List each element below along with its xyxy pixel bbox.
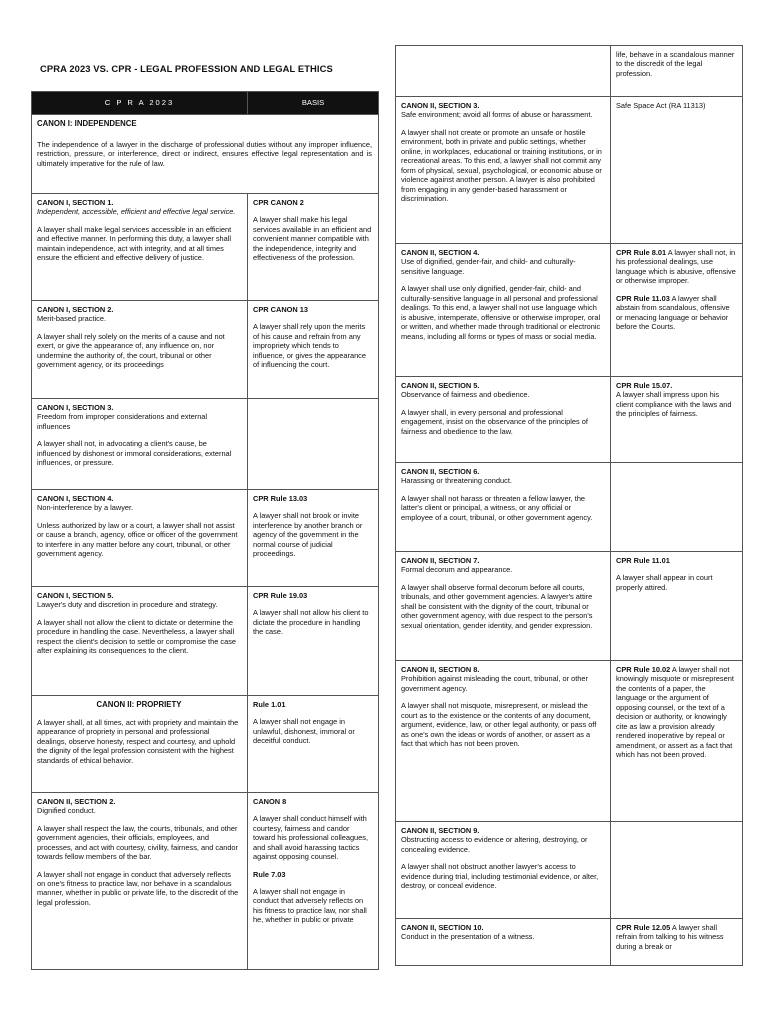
table-row [32, 489, 379, 586]
section-body: A lawyer shall not misquote, misrepresent, or mislead the court as to the existence or the contents of any document, argument, evidence, law, or other legal authority, or pass off as one's own the ideas or words of another, or assert as a fact that which has not been proven. [401, 701, 597, 749]
empty-basis-cell [248, 398, 379, 489]
section-subtitle: Safe environment; avoid all forms of abuse or harassment. [401, 110, 593, 120]
table-row [396, 822, 743, 919]
section-body: A lawyer shall use only dignified, gender-fair, child- and culturally-sensitive language in all personal and professional dealings. To this end, a lawyer shall not use language which is abusive, intemperate, offensive or otherwise improper, oral or written, and whether made through traditional or electronic means, including all forms or types of mass or social media. [401, 284, 601, 341]
section-head: CANON II, SECTION 5. [401, 381, 480, 390]
section-head: CANON I, SECTION 3. [37, 402, 114, 412]
section-body: A lawyer shall not engage in conduct that adversely reflects on one's fitness to practice law, nor behave in a scandalous manner, whether in public or private life, to the discredit of the legal profession. [37, 869, 239, 907]
section-subtitle: Merit-based practice. [37, 314, 107, 324]
section-body: A lawyer shall not allow the client to dictate or determine the procedure in handling the case. Nevertheless, a lawyer shall respect the client's decision to settle or compromise the case after explaining its consequences to the client. [37, 617, 236, 656]
section-subtitle: Formal decorum and appearance. [401, 565, 513, 575]
section-body: A lawyer shall observe formal decorum before all courts, tribunals, and other government agencies. A lawyer's attire shall be consistent with the dignity of the court, tribunal or other government agency, with due respect to the person's sexual orientation, gender identity, and gender expression. [401, 582, 593, 630]
section-head: CANON II, SECTION 6. [401, 467, 480, 476]
section-subtitle: Prohibition against misleading the court, tribunal, or other government agency. [401, 674, 588, 693]
section-body: A lawyer shall respect the law, the courts, tribunals, and other government agencies, their officials, employees, and processes, and act with courtesy, civility, fairness, and candor towards fellow members of the bar. [37, 823, 239, 862]
basis-body: Safe Space Act (RA 11313) [616, 101, 706, 110]
table-row [396, 463, 743, 552]
basis-head: CPR Rule 11.01 [616, 556, 670, 565]
table-header-row [32, 92, 379, 115]
canon-2-text: A lawyer shall, at all times, act with propriety and maintain the appearance of propriety in personal and professional dealings, observe honesty, respect and courtesy, and uphold the dignity of the legal profession consistent with the highest standards of ethical behavior. [37, 717, 239, 765]
section-body: A lawyer shall rely solely on the merits of a cause and not exert, or give the appearance of, any influence on, nor undermine the authority of, the court, tribunal or other government agency, or its proceedings [37, 331, 225, 370]
table-row [32, 586, 379, 695]
canon-1-row [32, 114, 379, 193]
section-subtitle: Non-interference by a lawyer. [37, 503, 134, 513]
table-row [32, 193, 379, 300]
section-head: CANON II, SECTION 9. [401, 826, 480, 835]
section-head: CANON II, SECTION 2. [37, 796, 116, 806]
section-body: A lawyer shall not, in advocating a client's cause, be influenced by dishonest or immoral considerations, external influences, or pressure. [37, 439, 232, 468]
basis-head: CPR CANON 2 [253, 197, 304, 207]
section-subtitle: Harassing or threatening conduct. [401, 476, 512, 486]
table-row [396, 552, 743, 661]
section-subtitle: Observance of fairness and obedience. [401, 390, 530, 400]
section-subtitle: Lawyer's duty and discretion in procedure and strategy. [37, 600, 218, 610]
section-subtitle: Freedom from improper considerations and external influences [37, 412, 208, 431]
table-row [396, 244, 743, 377]
basis-head: CANON 8 [253, 796, 287, 806]
basis-body-continued: life, behave in a scandalous manner to the discredit of the legal profession. [616, 50, 735, 78]
basis-head: CPR Rule 19.03 [253, 590, 308, 600]
table-row [32, 300, 379, 398]
right-comparison-table [395, 45, 743, 966]
basis-head: CPR Rule 8.01 [616, 248, 667, 257]
section-head: CANON I, SECTION 1. [37, 197, 114, 207]
basis-body: A lawyer shall conduct himself with courtesy, fairness and candor toward his professional colleagues, and shall avoid harassing tactics against opposing counsel. [253, 814, 369, 862]
basis-body: A lawyer shall not engage in unlawful, dishonest, immoral or deceitful conduct. [253, 717, 355, 746]
section-body: A lawyer shall not obstruct another lawyer's access to evidence during trial, including testimonial evidence, or alter, destroy, or conceal evidence. [401, 862, 599, 891]
section-subtitle: Use of dignified, gender-fair, and child- and culturally-sensitive language. [401, 257, 576, 276]
basis-body: A lawyer shall not, in his professional dealings, use language which is abusive, offensive or otherwise improper. [616, 248, 736, 286]
table-row [396, 46, 743, 97]
table-row [396, 919, 743, 966]
canon-2-row [32, 695, 379, 792]
basis-head: Rule 1.01 [253, 699, 286, 709]
section-head: CANON I, SECTION 5. [37, 590, 114, 600]
section-head: CANON I, SECTION 2. [37, 304, 114, 314]
basis-body: A lawyer shall not allow his client to dictate the procedure in handling the case. [253, 608, 369, 637]
basis-head: CPR Rule 11.03 [616, 293, 670, 303]
section-body: A lawyer shall not create or promote an unsafe or hostile environment, both in private and public settings, whether online, in workplaces, educational or training institutions, or in recreational areas. To this end, a lawyer shall not commit any form of physical, sexual, psychological, or economic abuse or violence against another person. A lawyer is also prohibited from engaging in any gender-based harassment or discrimination. [401, 127, 602, 204]
empty-basis-cell [611, 822, 743, 919]
basis-body: A lawyer shall not engage in conduct that adversely reflects on his fitness to practice law, nor shall he, whether in public or private [253, 887, 367, 925]
basis-head: Rule 7.03 [253, 869, 286, 879]
canon-2-title: CANON II: PROPRIETY [96, 699, 182, 709]
table-row [396, 661, 743, 822]
basis-body: A lawyer shall impress upon his client compliance with the laws and the principles of fairness. [616, 390, 732, 419]
section-body: A lawyer shall make legal services accessible in an efficient and effective manner. In performing this duty, a lawyer shall maintain independence, act with integrity, and at all times ensure the efficient and effective delivery of justice. [37, 224, 232, 263]
document-title: CPRA 2023 VS. CPR - LEGAL PROFESSION AND LEGAL ETHICS [40, 63, 333, 74]
header-cpra: C P R A 2023 [32, 92, 248, 115]
basis-head: CPR Rule 10.02 [616, 665, 671, 674]
basis-body: A lawyer shall appear in court properly attired. [616, 573, 713, 592]
empty-basis-cell [611, 463, 743, 552]
section-head: CANON II, SECTION 7. [401, 556, 480, 565]
section-head: CANON II, SECTION 4. [401, 248, 480, 257]
left-comparison-table [31, 91, 379, 970]
basis-body: A lawyer shall not brook or invite interference by another branch or agency of the government in the normal course of judicial proceedings. [253, 511, 363, 559]
basis-head: CPR Rule 12.05 [616, 923, 671, 932]
basis-body: A lawyer shall not knowingly misquote or misrepresent the contents of a paper, the language or the argument of opposing counsel, or the text of a decision or authority, or knowingly cite as law a provision already rendered inoperative by repeal or amendment, or assert as a fact that which has not been proved. [616, 665, 734, 760]
header-basis: BASIS [248, 92, 379, 115]
basis-head: CPR Rule 15.07. [616, 381, 673, 390]
section-head: CANON II, SECTION 8. [401, 665, 480, 674]
section-head: CANON II, SECTION 10. [401, 923, 484, 932]
basis-body: A lawyer shall make his legal services available in an efficient and convenient manner compatible with the independence, integrity and effectiveness of the profession. [253, 215, 372, 263]
basis-body: A lawyer shall refrain from talking to his witness during a break or [616, 923, 724, 951]
basis-head: CPR Rule 13.03 [253, 493, 308, 503]
table-row [396, 97, 743, 244]
empty-cell [396, 46, 611, 97]
section-head: CANON I, SECTION 4. [37, 493, 114, 503]
section-subtitle: Conduct in the presentation of a witness. [401, 932, 535, 942]
section-subtitle: Obstructing access to evidence or altering, destroying, or concealing evidence. [401, 835, 588, 854]
table-row [32, 792, 379, 969]
section-body: A lawyer shall not harass or threaten a fellow lawyer, the latter's client or principal, a witness, or any official or employee of a court, tribunal, or other government agency. [401, 493, 593, 522]
section-head: CANON II, SECTION 3. [401, 101, 480, 110]
section-body: Unless authorized by law or a court, a lawyer shall not assist or cause a branch, agency, office or officer of the government to interfere in any matter before any court, tribunal, or other government agency. [37, 520, 238, 559]
basis-head: CPR CANON 13 [253, 304, 309, 314]
section-body: A lawyer shall, in every personal and professional engagement, insist on the observance of the principles of fairness and obedience to the law. [401, 407, 588, 436]
table-row [32, 398, 379, 489]
canon-1-text: The independence of a lawyer in the discharge of professional duties without any improper influence, restriction, pressure, or interference, direct or indirect, ensures effective legal representation and is ultimately imperative for the rule of law. [37, 139, 372, 168]
table-row [396, 377, 743, 463]
section-subtitle: Independent, accessible, efficient and effective legal service. [37, 207, 236, 217]
canon-1-title: CANON I: INDEPENDENCE [37, 118, 137, 128]
basis-body: A lawyer shall abstain from scandalous, offensive or menacing language or behavior before the Courts. [616, 293, 730, 332]
section-subtitle: Dignified conduct. [37, 806, 96, 816]
basis-body: A lawyer shall rely upon the merits of his cause and refrain from any impropriety which tends to influence, or gives the appearance of influencing the court. [253, 322, 366, 370]
